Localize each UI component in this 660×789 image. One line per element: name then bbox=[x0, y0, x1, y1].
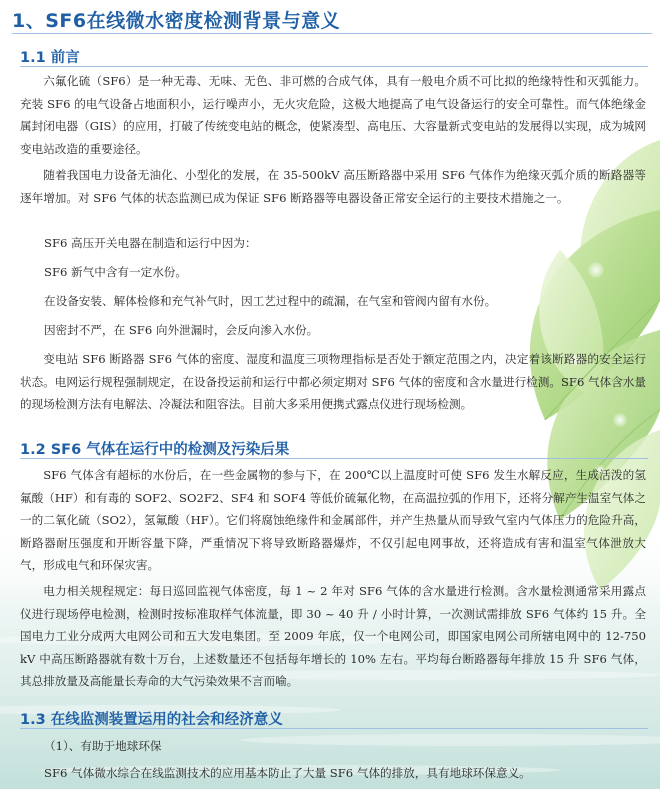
list-line: 在设备安装、解体检修和充气补气时，因工艺过程中的疏漏，在气室和管阀内留有水份。 bbox=[44, 294, 497, 308]
paragraph: 六氟化硫（SF6）是一种无毒、无味、无色、非可燃的合成气体，具有一般电介质不可比拟的绝缘特性和灭弧能力。充装 SF6 的电气设备占地面积小，运行噪声小，无火灾危险，这极大地提高了电气设备运行的安全可靠性。而气体绝缘金属封闭电器（GIS）的应用，打破了传统变电站的概念，使紧凑型、高电压、大容量新式变电站的发展得以实现，成为城网变电站改造的重要途径。 bbox=[20, 74, 646, 156]
paragraph: 随着我国电力设备无油化、小型化的发展，在 35-500kV 高压断路器中采用 SF6 气体作为绝缘灭弧介质的断路器等逐年增加。对 SF6 气体的状态监测已成为保证 SF6 断路器等电器设备正常安全运行的主要技术措施之一。 bbox=[20, 168, 646, 205]
list-line: SF6 气体微水综合在线监测技术的应用基本防止了大量 SF6 气体的排放，具有地球环保意义。 bbox=[44, 766, 531, 780]
paragraph: 电力相关规程规定：每日巡回监视气体密度，每 1 ~ 2 年对 SF6 气体的含水量进行检测。含水量检测通常采用露点仪进行现场停电检测，检测时按标准取样气体流量，即 30 ~ 40 升 / 小时计算，一次测试需排放 SF6 气体约 15 升。全国电力工业分成两大电网公司和五大发电集团。至 2009 年底，仅一个电网公司，即国家电网公司所辖电网中的 12-750 kV 中高压断路器就有数十万台，上述数量还不包括每年增长的 10% 左右。平均每台断路器每年排放 15 升 SF6 气体，其总排放量及高能量长寿命的大气污染效果不言而喻。 bbox=[20, 584, 646, 688]
list-line: SF6 新气中含有一定水份。 bbox=[44, 265, 187, 279]
list-line: （1）、有助于地球环保 bbox=[44, 739, 162, 753]
paragraph: 变电站 SF6 断路器 SF6 气体的密度、湿度和温度三项物理指标是否处于额定范围之内，决定着该断路器的安全运行状态。电网运行规程强制规定，在设备投运前和运行中都必须定期对 SF6 气体的密度和含水量进行检测。SF6 气体含水量的现场检测方法有电解法、冷凝法和阻容法。目前大多采用便携式露点仪进行现场检测。 bbox=[20, 352, 646, 411]
section-heading-1-1: 1.1 前言 bbox=[20, 50, 80, 66]
section-divider bbox=[20, 66, 648, 67]
page-title: 1、SF6在线微水密度检测背景与意义 bbox=[12, 10, 341, 32]
section-divider bbox=[20, 458, 648, 459]
section-divider bbox=[20, 728, 648, 729]
list-line: 因密封不严，在 SF6 向外泄漏时，会反向渗入水份。 bbox=[44, 323, 319, 337]
title-divider bbox=[12, 33, 652, 34]
paragraph: SF6 气体含有超标的水份后，在一些金属物的参与下，在 200℃以上温度时可使 SF6 发生水解反应，生成活泼的氢氟酸（HF）和有毒的 SOF2、SO2F2、SF4 和 SOF4 等低价硫氟化物，在高温拉弧的作用下，还将分解产生温室气体之一的二氧化硫（SO2），氢氟酸（HF）。它们将腐蚀绝缘件和金属部件，并产生热量从而导致气室内气体压力的危险升高，断路器耐压强度和开断容量下降，严重情况下将导致断路器爆炸，不仅引起电网事故，还将造成有害和温室气体泄放大气，形成电气和环保灾害。 bbox=[20, 468, 646, 572]
section-heading-1-3: 1.3 在线监测装置运用的社会和经济意义 bbox=[20, 712, 283, 728]
list-line: SF6 高压开关电器在制造和运行中因为： bbox=[44, 236, 257, 250]
section-heading-1-2: 1.2 SF6 气体在运行中的检测及污染后果 bbox=[20, 442, 290, 458]
